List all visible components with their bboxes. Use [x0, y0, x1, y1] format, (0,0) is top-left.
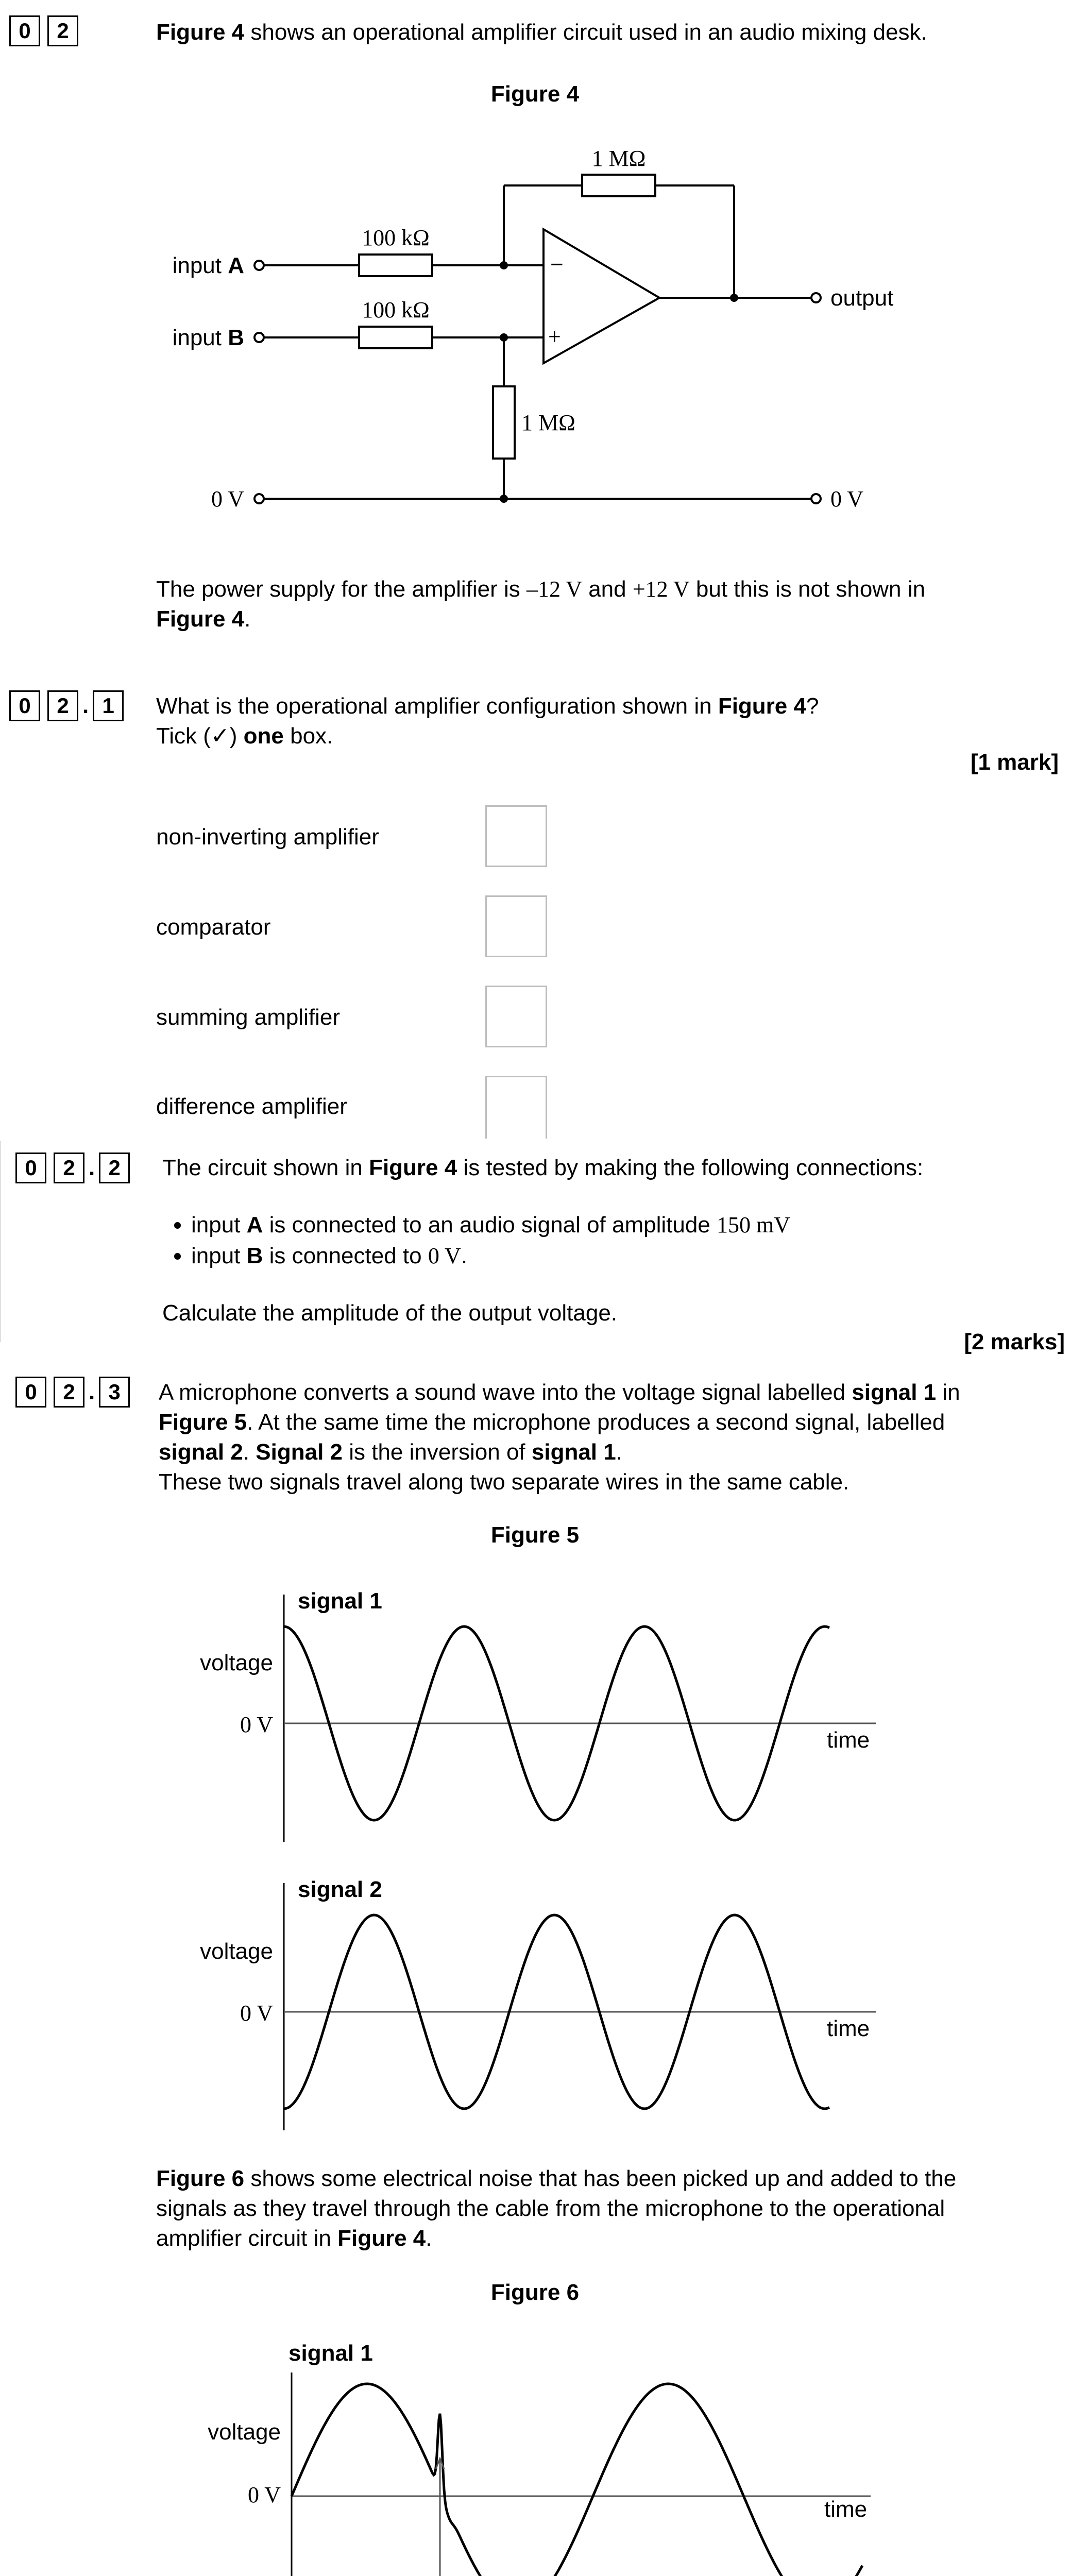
q21-marks: [1 mark]: [970, 750, 1059, 775]
figure5-title: Figure 5: [490, 1522, 580, 1548]
fig6-time-label: time: [824, 2497, 868, 2522]
power-supply-note: The power supply for the amplifier is –12 V and +12 V but this is not shown in Figure 4.: [156, 577, 925, 632]
q23-stem: A microphone converts a sound wave into the voltage signal labelled signal 1 in Figure 5. At the same time the microphone produces a second signal, labelled signal 2. Signal 2 is the inversion of signal 1. These two signals travel along two separate wires in the same cable.: [159, 1380, 960, 1495]
question-number-02-3: 0 2 . 3: [15, 1377, 137, 1408]
figure4-title: Figure 4: [490, 81, 580, 107]
option-difference-amplifier: difference amplifier: [156, 1094, 347, 1119]
fig5-time-label: time: [827, 1727, 870, 1753]
label-r-feedback: 1 MΩ: [591, 146, 646, 171]
op-amp-plus: +: [548, 324, 561, 349]
op-amp-minus: −: [550, 252, 564, 277]
connection-item: • input B is connected to 0 V.: [191, 1241, 1038, 1272]
label-zero-v-right: 0 V: [830, 486, 863, 512]
question-number-02-2: 0 2 . 2: [15, 1153, 137, 1183]
fig5-zero-v-label: 0 V: [240, 1712, 273, 1737]
option-summing-amplifier: summing amplifier: [156, 1005, 340, 1030]
figure6-intro: Figure 6 shows some electrical noise that has been picked up and added to the signals as they travel through the cable from the microphone to the operational amplifier circuit in Figure 4.: [156, 2166, 957, 2251]
label-input-b: input B: [172, 325, 244, 350]
connection-item: • input A is connected to an audio signal of amplitude 150 mV: [191, 1210, 1038, 1241]
question-digit: 0: [9, 15, 40, 46]
question-digit: 2: [47, 15, 78, 46]
figure-ref: Figure 4: [156, 20, 245, 45]
fig5-time-label-2: time: [827, 2016, 870, 2041]
question-number-02-1: 0 2 . 1: [9, 690, 131, 721]
option-non-inverting-amplifier: non-inverting amplifier: [156, 824, 379, 850]
fig6-voltage-label: voltage: [208, 2419, 281, 2445]
fig5-zero-v-label-2: 0 V: [240, 2001, 273, 2026]
figure-ref: Figure 4: [156, 606, 245, 632]
fig5-voltage-label-2: voltage: [200, 1939, 273, 1964]
fig5-voltage-label: voltage: [200, 1650, 273, 1675]
label-r-ground: 1 MΩ: [521, 410, 575, 435]
q2-intro-text: shows an operational amplifier circuit used in an audio mixing desk.: [244, 20, 927, 45]
figure6-title: Figure 6: [490, 2280, 580, 2305]
fig6-signal1-wave: [292, 2384, 862, 2576]
fig5-signal1-label: signal 1: [298, 1588, 382, 1614]
label-zero-v-left: 0 V: [211, 486, 244, 512]
label-r-b: 100 kΩ: [362, 297, 430, 323]
label-input-a: input A: [172, 253, 244, 278]
q21-stem: What is the operational amplifier configuration shown in Figure 4? Tick (✓) one box.: [156, 693, 819, 749]
fig6-zero-v-label: 0 V: [248, 2482, 281, 2507]
label-r-a: 100 kΩ: [362, 225, 430, 250]
q22-marks: [2 marks]: [964, 1329, 1065, 1354]
fig5-signal2-label: signal 2: [298, 1877, 382, 1902]
q22-calculate-prompt: Calculate the amplitude of the output voltage.: [162, 1300, 618, 1326]
fig6-signal1-label: signal 1: [288, 2341, 373, 2366]
label-output: output: [830, 285, 894, 311]
q22-stem: The circuit shown in Figure 4 is tested by making the following connections:: [162, 1155, 924, 1180]
option-comparator: comparator: [156, 914, 271, 940]
